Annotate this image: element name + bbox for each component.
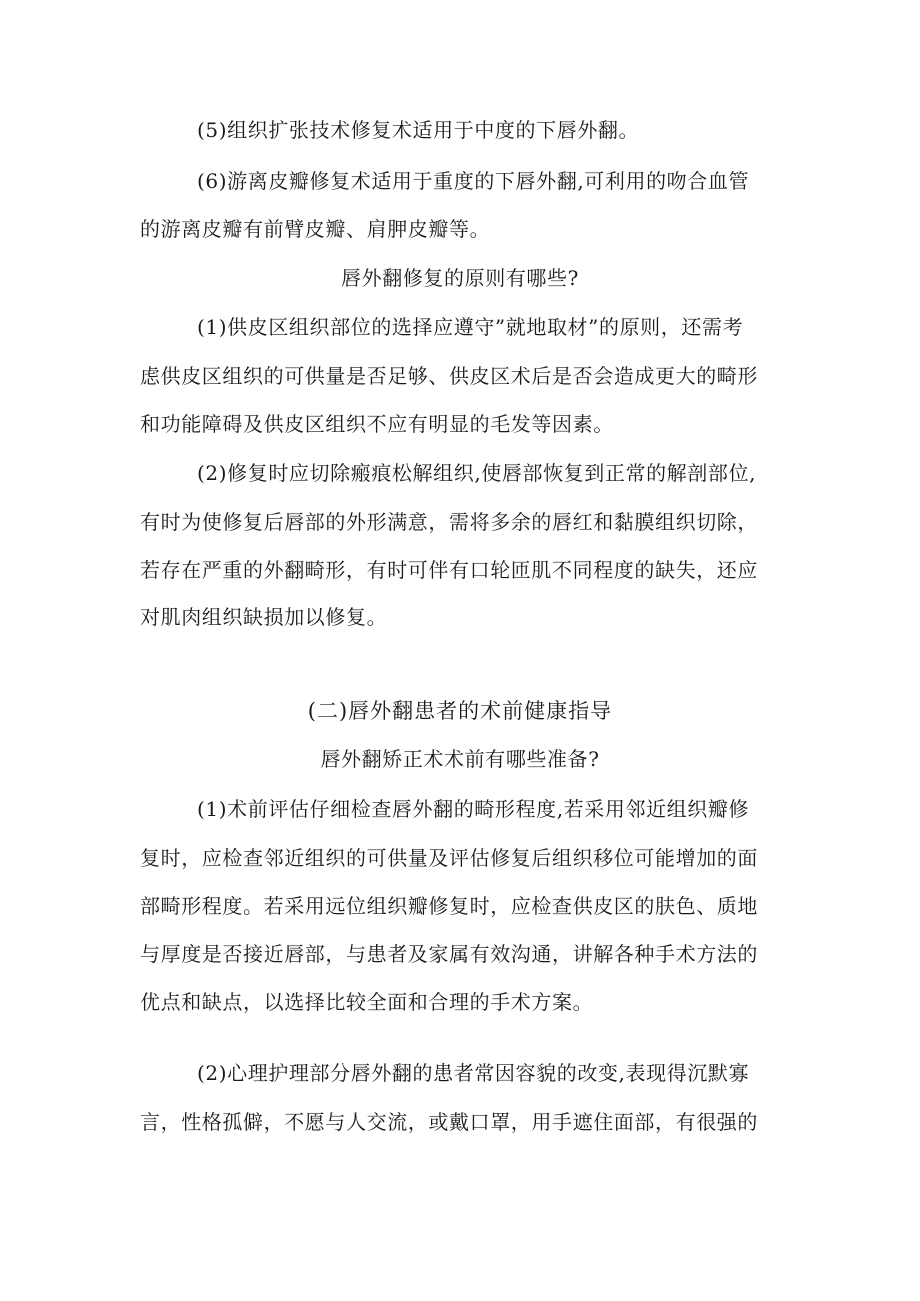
principle-2-line-4: 对肌肉组织缺损加以修复。 bbox=[140, 605, 388, 629]
prep-2-line-2: 言，性格孤僻，不愿与人交流，或戴口罩，用手遮住面部，有很强的 bbox=[140, 1110, 758, 1134]
principle-1-line-2: 虑供皮区组织的可供量是否足够、供皮区术后是否会造成更大的畸形 bbox=[140, 364, 758, 388]
question-heading-2: 唇外翻矫正术术前有哪些准备? bbox=[320, 747, 600, 771]
paragraph-item-6-line-1: (6)游离皮瓣修复术适用于重度的下唇外翻,可利用的吻合血管 bbox=[197, 169, 750, 193]
principle-2-line-1: (2)修复时应切除瘢痕松解组织,使唇部恢复到正常的解剖部位, bbox=[197, 461, 757, 485]
question-heading-1: 唇外翻修复的原则有哪些? bbox=[341, 266, 579, 290]
paragraph-item-6-line-2: 的游离皮瓣有前臂皮瓣、肩胛皮瓣等。 bbox=[140, 217, 491, 241]
prep-1-line-3: 部畸形程度。若采用远位组织瓣修复时，应检查供皮区的肤色、质地 bbox=[140, 894, 758, 918]
prep-2-line-1: (2)心理护理部分唇外翻的患者常因容貌的改变,表现得沉默寡 bbox=[197, 1061, 750, 1085]
prep-1-line-2: 复时，应检查邻近组织的可供量及评估修复后组织移位可能增加的面 bbox=[140, 846, 758, 870]
paragraph-item-5: (5)组织扩张技术修复术适用于中度的下唇外翻。 bbox=[197, 118, 640, 142]
principle-1-line-3: 和功能障碍及供皮区组织不应有明显的毛发等因素。 bbox=[140, 412, 614, 436]
prep-1-line-4: 与厚度是否接近唇部，与患者及家属有效沟通，讲解各种手术方法的 bbox=[140, 942, 758, 966]
prep-1-line-5: 优点和缺点，以选择比较全面和合理的手术方案。 bbox=[140, 990, 594, 1014]
principle-2-line-2: 有时为使修复后唇部的外形满意，需将多余的唇红和黏膜组织切除， bbox=[140, 510, 758, 534]
principle-1-line-1: (1)供皮区组织部位的选择应遵守”就地取材”的原则，还需考 bbox=[197, 315, 744, 339]
prep-1-line-1: (1)术前评估仔细检查唇外翻的畸形程度,若采用邻近组织瓣修 bbox=[197, 797, 750, 821]
principle-2-line-3: 若存在严重的外翻畸形，有时可伴有口轮匝肌不同程度的缺失，还应 bbox=[140, 558, 758, 582]
section-title-2: (二)唇外翻患者的术前健康指导 bbox=[307, 699, 613, 723]
